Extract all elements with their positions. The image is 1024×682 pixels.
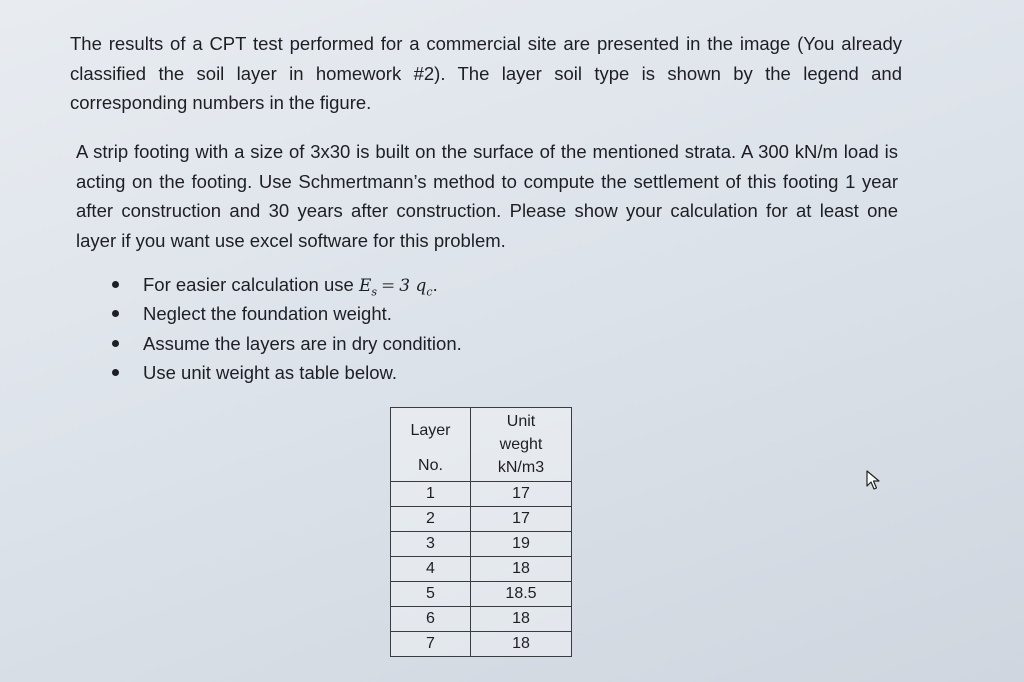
problem-paragraph: A strip footing with a size of 3x30 is built on the surface of the mentioned strata. A 300 kN/m load is acting on the footing. Use Schmertmann’s method to compute the settlement of this footing 1 year after construction and 30 years after construction. Please show your calculation for at least one layer if you want use excel software for this problem. (76, 141, 898, 251)
unit-weight-table (390, 407, 572, 657)
bullet-icon (112, 340, 119, 347)
weight-cell: 18 (471, 632, 572, 657)
weight-cell: 17 (471, 482, 572, 507)
layer-cell: 3 (391, 532, 471, 557)
list-item-modulus: For easier calculation use $E_s = 3$ $q_c$. (112, 270, 462, 299)
mouse-pointer-icon (866, 470, 882, 492)
bullet-text: Use unit weight as table below. (143, 361, 398, 383)
table-row (391, 632, 572, 657)
layer-header: Layer (391, 408, 471, 452)
weight-cell: 18 (471, 607, 572, 632)
weight-cell: 19 (471, 532, 572, 557)
intro-paragraph: The results of a CPT test performed for a commercial site are presented in the image (You already classified the soil layer in homework #2). The layer soil type is shown by the legend and corresponding numbers in the figure. (70, 33, 902, 113)
bullet-icon (112, 310, 119, 317)
list-item-dry (112, 329, 462, 358)
table-row (391, 607, 572, 632)
weight-cell: 18 (471, 557, 572, 582)
bullet-text: Assume the layers are in dry condition. (143, 332, 462, 354)
table-header-row (391, 408, 572, 452)
layer-cell: 1 (391, 482, 471, 507)
layer-cell: 6 (391, 607, 471, 632)
list-item-unit-weight (112, 358, 462, 387)
layer-no-header: No. (391, 451, 471, 481)
list-item-weight (112, 299, 462, 328)
bullet-icon (112, 369, 119, 376)
layer-cell: 4 (391, 557, 471, 582)
layer-cell: 5 (391, 582, 471, 607)
bullet-text: For easier calculation use (143, 274, 359, 295)
table-row (391, 507, 572, 532)
layer-cell: 2 (391, 507, 471, 532)
table-row (391, 532, 572, 557)
bullet-text: Neglect the foundation weight. (143, 303, 392, 325)
table-row (391, 557, 572, 582)
table-row (391, 482, 572, 507)
bullet-icon (112, 281, 119, 288)
instruction-list (112, 270, 462, 387)
weight-cell: 17 (471, 507, 572, 532)
table-row (391, 582, 572, 607)
weight-cell: 18.5 (471, 582, 572, 607)
layer-cell: 7 (391, 632, 471, 657)
modulus-equation: $E_s = 3$ $q_c$ (358, 276, 433, 299)
unit-weight-header: Unit weght kN/m3 (471, 408, 572, 482)
